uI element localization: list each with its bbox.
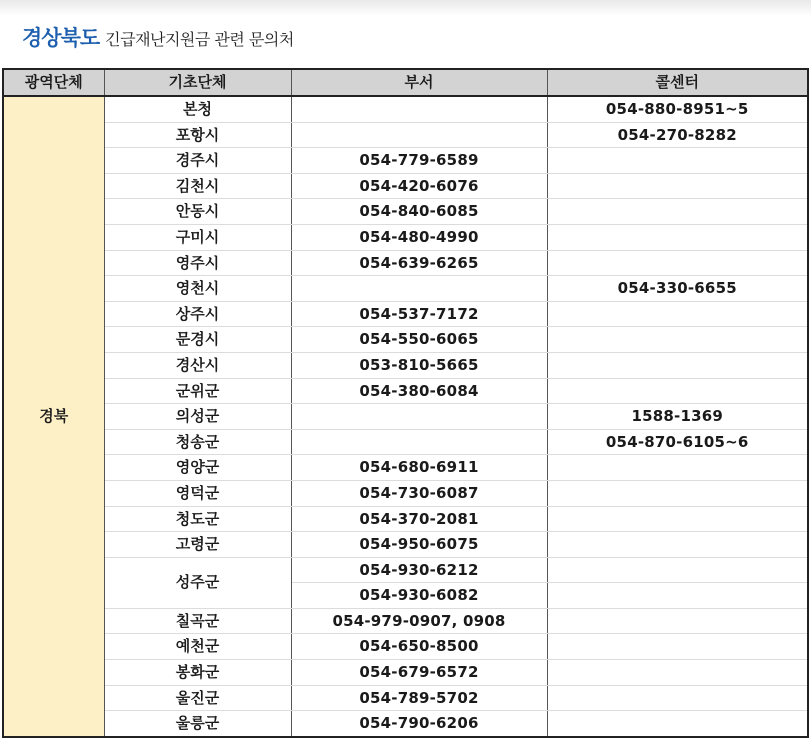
callcenter-phone-cell: 054-330-6655: [547, 276, 808, 302]
department-phone-cell: 053-810-5665: [291, 352, 547, 378]
table-row: [3, 301, 808, 327]
department-phone-cell: [291, 276, 547, 302]
department-phone-cell: 054-650-8500: [291, 634, 547, 660]
department-phone-cell: 054-779-6589: [291, 148, 547, 174]
table-header-row: [3, 69, 808, 96]
department-phone-cell: 054-789-5702: [291, 685, 547, 711]
callcenter-phone-cell: [547, 352, 808, 378]
column-header-region: 광역단체: [3, 69, 104, 96]
municipality-cell: 문경시: [104, 327, 291, 353]
callcenter-phone-cell: [547, 301, 808, 327]
municipality-cell: 칠곡군: [104, 608, 291, 634]
callcenter-phone-cell: [547, 378, 808, 404]
department-phone-cell: 054-950-6075: [291, 532, 547, 558]
table-row: [3, 634, 808, 660]
municipality-cell: 봉화군: [104, 660, 291, 686]
municipality-cell: 영양군: [104, 455, 291, 481]
municipality-cell: 의성군: [104, 404, 291, 430]
table-row: [3, 404, 808, 430]
municipality-cell: 고령군: [104, 532, 291, 558]
callcenter-phone-cell: [547, 608, 808, 634]
municipality-cell: 예천군: [104, 634, 291, 660]
callcenter-phone-cell: 054-880-8951~5: [547, 96, 808, 122]
callcenter-phone-cell: [547, 250, 808, 276]
department-phone-cell: 054-840-6085: [291, 199, 547, 225]
municipality-cell: 청도군: [104, 506, 291, 532]
table-row: [3, 480, 808, 506]
department-phone-cell: 054-380-6084: [291, 378, 547, 404]
department-phone-cell: 054-680-6911: [291, 455, 547, 481]
table-row: [3, 429, 808, 455]
municipality-cell: 군위군: [104, 378, 291, 404]
table-row: [3, 557, 808, 583]
municipality-cell: 본청: [104, 96, 291, 122]
municipality-cell: 구미시: [104, 224, 291, 250]
department-phone-cell: [291, 122, 547, 148]
table-row: [3, 173, 808, 199]
table-row: [3, 199, 808, 225]
table-row: [3, 276, 808, 302]
department-phone-cell: 054-550-6065: [291, 327, 547, 353]
municipality-cell: 청송군: [104, 429, 291, 455]
municipality-cell: 김천시: [104, 173, 291, 199]
callcenter-phone-cell: [547, 455, 808, 481]
table-row: [3, 327, 808, 353]
table-row: [3, 378, 808, 404]
department-phone-cell: 054-979-0907, 0908: [291, 608, 547, 634]
callcenter-phone-cell: [547, 480, 808, 506]
municipality-cell: 경주시: [104, 148, 291, 174]
department-phone-cell: 054-930-6212: [291, 557, 547, 583]
municipality-cell: 안동시: [104, 199, 291, 225]
callcenter-phone-cell: [547, 583, 808, 609]
region-cell: 경북: [3, 96, 104, 737]
callcenter-phone-cell: [547, 173, 808, 199]
callcenter-phone-cell: [547, 634, 808, 660]
callcenter-phone-cell: [547, 224, 808, 250]
callcenter-phone-cell: [547, 532, 808, 558]
department-phone-cell: [291, 429, 547, 455]
callcenter-phone-cell: 054-870-6105~6: [547, 429, 808, 455]
table-row: [3, 711, 808, 737]
municipality-cell: 울릉군: [104, 711, 291, 737]
callcenter-phone-cell: [547, 327, 808, 353]
callcenter-phone-cell: [547, 557, 808, 583]
table-row: [3, 352, 808, 378]
page-title: [22, 22, 294, 50]
municipality-cell: 울진군: [104, 685, 291, 711]
municipality-cell: 상주시: [104, 301, 291, 327]
table-row: [3, 608, 808, 634]
table-row: [3, 224, 808, 250]
callcenter-phone-cell: 1588-1369: [547, 404, 808, 430]
column-header-callcenter: 콜센터: [547, 69, 808, 96]
callcenter-phone-cell: [547, 148, 808, 174]
municipality-cell: 경산시: [104, 352, 291, 378]
table-row: [3, 455, 808, 481]
table-row: [3, 685, 808, 711]
title-text: 긴급재난지원금 관련 문의처: [105, 30, 294, 49]
callcenter-phone-cell: 054-270-8282: [547, 122, 808, 148]
department-phone-cell: 054-790-6206: [291, 711, 547, 737]
municipality-cell: 포항시: [104, 122, 291, 148]
column-header-municipality: 기초단체: [104, 69, 291, 96]
department-phone-cell: 054-480-4990: [291, 224, 547, 250]
table-row: [3, 148, 808, 174]
department-phone-cell: 054-420-6076: [291, 173, 547, 199]
municipality-cell: 영주시: [104, 250, 291, 276]
top-band: [0, 0, 811, 16]
callcenter-phone-cell: [547, 711, 808, 737]
department-phone-cell: 054-730-6087: [291, 480, 547, 506]
contact-table: [2, 68, 809, 738]
department-phone-cell: [291, 96, 547, 122]
callcenter-phone-cell: [547, 199, 808, 225]
department-phone-cell: [291, 404, 547, 430]
municipality-cell: 성주군: [104, 557, 291, 608]
table-row: [3, 96, 808, 122]
municipality-cell: 영덕군: [104, 480, 291, 506]
department-phone-cell: 054-930-6082: [291, 583, 547, 609]
callcenter-phone-cell: [547, 685, 808, 711]
title-region: 경상북도: [22, 26, 100, 50]
column-header-department: 부서: [291, 69, 547, 96]
table-row: [3, 660, 808, 686]
department-phone-cell: 054-639-6265: [291, 250, 547, 276]
table-row: [3, 250, 808, 276]
department-phone-cell: 054-370-2081: [291, 506, 547, 532]
table-row: [3, 532, 808, 558]
callcenter-phone-cell: [547, 506, 808, 532]
table-row: [3, 122, 808, 148]
department-phone-cell: 054-679-6572: [291, 660, 547, 686]
callcenter-phone-cell: [547, 660, 808, 686]
table-row: [3, 506, 808, 532]
department-phone-cell: 054-537-7172: [291, 301, 547, 327]
municipality-cell: 영천시: [104, 276, 291, 302]
table-body: [3, 96, 808, 737]
